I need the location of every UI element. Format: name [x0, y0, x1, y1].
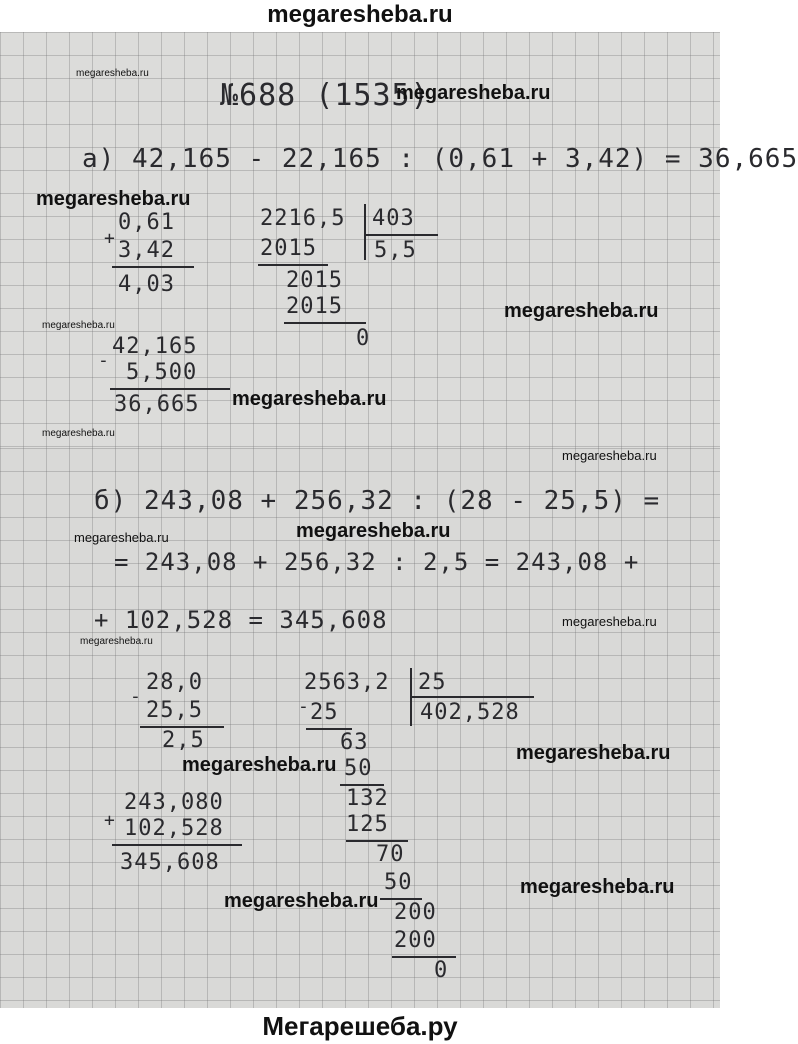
b-add-result: 345,608 [120, 850, 220, 875]
a-add-rule [112, 266, 194, 268]
watermark: megaresheba.ru [396, 82, 551, 104]
a-add-result: 4,03 [118, 272, 175, 297]
watermark: megaresheba.ru [504, 300, 659, 322]
watermark: megaresheba.ru [562, 614, 657, 629]
b-sub-result: 2,5 [162, 728, 205, 753]
notebook-sheet-a [0, 32, 798, 448]
b-div-step: 70 [376, 842, 405, 867]
watermark: megaresheba.ru [80, 636, 153, 647]
watermark: megaresheba.ru [224, 890, 379, 912]
b-div-step: 50 [384, 870, 413, 895]
a-div-bar [364, 204, 366, 260]
b-add-sign: + [104, 810, 116, 831]
a-div-divisor: 403 [372, 206, 415, 231]
task-number: №688 (1535) [220, 78, 430, 113]
a-div-step1: 2015 [260, 236, 317, 261]
watermark: megaresheba.ru [562, 448, 657, 463]
task-a-expression: а) 42,165 - 22,165 : (0,61 + 3,42) = 36,665 [82, 144, 798, 174]
a-div-step2: 2015 [286, 268, 343, 293]
watermark: megaresheba.ru [296, 520, 451, 542]
b-sub-sign: - [130, 686, 142, 707]
b-add-bottom: 102,528 [124, 816, 224, 841]
a-sub-result: 36,665 [114, 392, 200, 417]
a-sub-top: 42,165 [112, 334, 198, 359]
watermark: megaresheba.ru [42, 320, 115, 331]
a-add-bottom: 3,42 [118, 238, 175, 263]
b-div-divisor: 25 [418, 670, 447, 695]
watermark: megaresheba.ru [36, 188, 191, 210]
watermark: megaresheba.ru [182, 754, 337, 776]
a-sub-bottom: 5,500 [126, 360, 198, 385]
b-sub-top: 28,0 [146, 670, 203, 695]
watermark: megaresheba.ru [42, 428, 115, 439]
b-div-step: 200 [394, 928, 437, 953]
b-div-step: 132 [346, 786, 389, 811]
b-add-top: 243,080 [124, 790, 224, 815]
site-header: megaresheba.ru [0, 0, 720, 32]
watermark: megaresheba.ru [232, 388, 387, 410]
b-add-rule [112, 844, 242, 846]
a-add-sign: + [104, 228, 116, 249]
b-div-quotient-rule [412, 696, 534, 698]
task-b-line2: = 243,08 + 256,32 : 2,5 = 243,08 + [114, 548, 640, 576]
a-sub-sign: - [98, 350, 110, 371]
a-div-step3: 2015 [286, 294, 343, 319]
b-div-minus: - [298, 696, 310, 717]
b-div-dividend: 2563,2 [304, 670, 390, 695]
b-sub-bottom: 25,5 [146, 698, 203, 723]
b-div-remainder: 0 [434, 958, 449, 983]
task-b-line3: + 102,528 = 345,608 [94, 606, 388, 634]
b-div-step: 25 [310, 700, 339, 725]
a-div-quotient-rule [366, 234, 438, 236]
b-div-step: 125 [346, 812, 389, 837]
b-div-step: 50 [344, 756, 373, 781]
watermark: megaresheba.ru [74, 530, 169, 545]
watermark: megaresheba.ru [516, 742, 671, 764]
b-div-step: 200 [394, 900, 437, 925]
b-div-step: 63 [340, 730, 369, 755]
a-div-dividend: 2216,5 [260, 206, 346, 231]
a-div-quotient: 5,5 [374, 238, 417, 263]
a-div-remainder: 0 [356, 326, 371, 351]
watermark: megaresheba.ru [520, 876, 675, 898]
task-b-expression: б) 243,08 + 256,32 : (28 - 25,5) = [94, 486, 661, 516]
site-footer: Мегарешеба.ру [0, 1008, 720, 1044]
a-div-rule1 [258, 264, 328, 266]
a-add-top: 0,61 [118, 210, 175, 235]
a-div-rule2 [284, 322, 366, 324]
watermark: megaresheba.ru [76, 68, 149, 79]
notebook-sheet-b [0, 448, 720, 1008]
a-sub-rule [110, 388, 230, 390]
b-div-quotient: 402,528 [420, 700, 520, 725]
